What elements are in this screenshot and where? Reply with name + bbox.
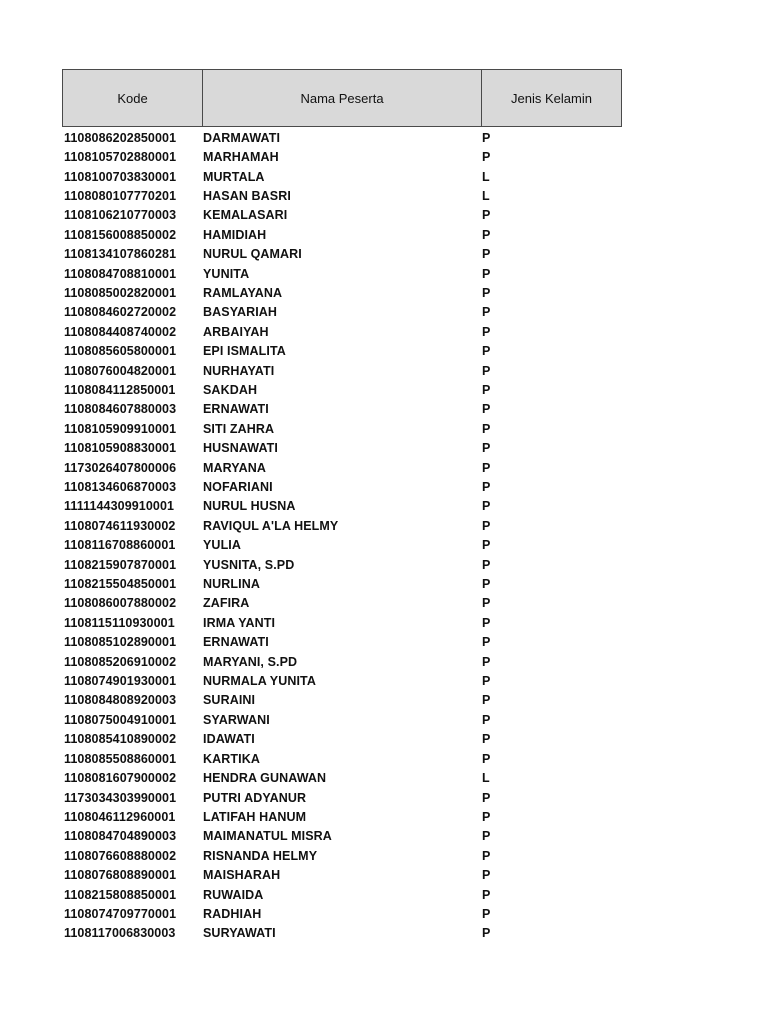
cell-jenis-kelamin: L <box>482 771 490 786</box>
cell-kode: 1108084602720002 <box>64 305 177 320</box>
cell-nama-peserta: YUNITA <box>203 266 250 281</box>
cell-jenis-kelamin: P <box>482 557 491 572</box>
table-row <box>62 380 622 399</box>
cell-nama-peserta: KEMALASARI <box>203 208 288 223</box>
cell-nama-peserta: MURTALA <box>203 169 265 184</box>
cell-jenis-kelamin: P <box>482 150 491 165</box>
table-row <box>62 303 622 322</box>
cell-jenis-kelamin: P <box>482 538 491 553</box>
cell-jenis-kelamin: P <box>482 693 491 708</box>
cell-jenis-kelamin: P <box>482 868 491 883</box>
table-row <box>62 807 622 826</box>
table-row <box>62 730 622 749</box>
cell-jenis-kelamin: P <box>482 130 491 145</box>
cell-nama-peserta: NURUL QAMARI <box>203 247 302 262</box>
cell-nama-peserta: HAMIDIAH <box>203 227 267 242</box>
cell-kode: 1108085206910002 <box>64 654 177 669</box>
table-row <box>62 458 622 477</box>
cell-kode: 1108074709770001 <box>64 906 177 921</box>
table-row <box>62 167 622 186</box>
cell-nama-peserta: RUWAIDA <box>203 887 264 902</box>
cell-jenis-kelamin: P <box>482 887 491 902</box>
cell-kode: 1108116708860001 <box>64 538 176 553</box>
table-row <box>62 497 622 516</box>
cell-jenis-kelamin: P <box>482 926 491 941</box>
table-row <box>62 555 622 574</box>
participant-table <box>62 69 622 943</box>
cell-kode: 1108080107770201 <box>64 188 177 203</box>
table-row <box>62 264 622 283</box>
cell-jenis-kelamin: L <box>482 169 490 184</box>
table-row <box>62 671 622 690</box>
cell-kode: 1108074901930001 <box>64 674 177 689</box>
table-row <box>62 419 622 438</box>
table-row <box>62 633 622 652</box>
cell-kode: 1108100703830001 <box>64 169 177 184</box>
cell-nama-peserta: MARYANI, S.PD <box>203 654 298 669</box>
cell-nama-peserta: MAIMANATUL MISRA <box>203 829 332 844</box>
table-row <box>62 594 622 613</box>
cell-jenis-kelamin: P <box>482 615 491 630</box>
cell-kode: 1108086007880002 <box>64 596 177 611</box>
cell-jenis-kelamin: P <box>482 635 491 650</box>
cell-nama-peserta: MARYANA <box>203 460 266 475</box>
cell-kode: 1173026407800006 <box>64 460 177 475</box>
cell-jenis-kelamin: P <box>482 499 491 514</box>
cell-nama-peserta: RAMLAYANA <box>203 285 283 300</box>
table-header <box>62 69 622 127</box>
cell-jenis-kelamin: P <box>482 460 491 475</box>
cell-nama-peserta: ARBAIYAH <box>203 324 269 339</box>
cell-nama-peserta: HASAN BASRI <box>203 188 291 203</box>
cell-nama-peserta: HUSNAWATI <box>203 441 278 456</box>
table-row <box>62 904 622 923</box>
cell-nama-peserta: NURUL HUSNA <box>203 499 296 514</box>
cell-nama-peserta: YUSNITA, S.PD <box>203 557 295 572</box>
cell-kode: 1108084704890003 <box>64 829 177 844</box>
cell-nama-peserta: IDAWATI <box>203 732 255 747</box>
cell-nama-peserta: KARTIKA <box>203 751 260 766</box>
cell-kode: 1108156008850002 <box>64 227 177 242</box>
table-row <box>62 147 622 166</box>
table-row <box>62 710 622 729</box>
table-row <box>62 516 622 535</box>
cell-nama-peserta: SURYAWATI <box>203 926 276 941</box>
cell-jenis-kelamin: P <box>482 344 491 359</box>
cell-kode: 1108215808850001 <box>64 887 177 902</box>
cell-jenis-kelamin: P <box>482 906 491 921</box>
cell-jenis-kelamin: P <box>482 363 491 378</box>
table-row <box>62 322 622 341</box>
table-row <box>62 128 622 147</box>
cell-nama-peserta: SAKDAH <box>203 382 258 397</box>
table-row <box>62 186 622 205</box>
cell-jenis-kelamin: P <box>482 712 491 727</box>
cell-kode: 1108075004910001 <box>64 712 177 727</box>
cell-kode: 1108117006830003 <box>64 926 176 941</box>
cell-kode: 1108076608880002 <box>64 848 177 863</box>
cell-jenis-kelamin: P <box>482 732 491 747</box>
cell-nama-peserta: ZAFIRA <box>203 596 250 611</box>
table-row <box>62 206 622 225</box>
cell-nama-peserta: SURAINI <box>203 693 256 708</box>
table-row <box>62 846 622 865</box>
cell-nama-peserta: NOFARIANI <box>203 480 273 495</box>
cell-nama-peserta: NURHAYATI <box>203 363 275 378</box>
table-row <box>62 652 622 671</box>
cell-kode: 1108084408740002 <box>64 324 177 339</box>
header-nama-peserta: Nama Peserta <box>203 70 482 126</box>
cell-jenis-kelamin: L <box>482 188 490 203</box>
cell-jenis-kelamin: P <box>482 790 491 805</box>
cell-jenis-kelamin: P <box>482 208 491 223</box>
cell-jenis-kelamin: P <box>482 421 491 436</box>
cell-nama-peserta: SITI ZAHRA <box>203 421 275 436</box>
cell-jenis-kelamin: P <box>482 382 491 397</box>
table-row <box>62 749 622 768</box>
table-row <box>62 885 622 904</box>
cell-kode: 1108084112850001 <box>64 382 176 397</box>
cell-jenis-kelamin: P <box>482 596 491 611</box>
cell-jenis-kelamin: P <box>482 848 491 863</box>
cell-kode: 1108081607900002 <box>64 771 177 786</box>
cell-jenis-kelamin: P <box>482 324 491 339</box>
cell-jenis-kelamin: P <box>482 305 491 320</box>
cell-kode: 1108046112960001 <box>64 809 176 824</box>
table-row <box>62 341 622 360</box>
table-row <box>62 865 622 884</box>
cell-nama-peserta: ERNAWATI <box>203 635 269 650</box>
cell-jenis-kelamin: P <box>482 654 491 669</box>
cell-kode: 1108115110930001 <box>64 615 175 630</box>
table-row <box>62 225 622 244</box>
cell-kode: 1108076004820001 <box>64 363 177 378</box>
cell-nama-peserta: IRMA YANTI <box>203 615 276 630</box>
cell-jenis-kelamin: P <box>482 480 491 495</box>
cell-kode: 1108105908830001 <box>64 441 177 456</box>
header-kode: Kode <box>63 70 203 126</box>
cell-jenis-kelamin: P <box>482 441 491 456</box>
table-row <box>62 283 622 302</box>
cell-jenis-kelamin: P <box>482 402 491 417</box>
cell-kode: 1108084607880003 <box>64 402 177 417</box>
cell-kode: 1108086202850001 <box>64 130 177 145</box>
cell-nama-peserta: YULIA <box>203 538 241 553</box>
cell-nama-peserta: EPI ISMALITA <box>203 344 286 359</box>
cell-jenis-kelamin: P <box>482 285 491 300</box>
cell-kode: 1108085002820001 <box>64 285 177 300</box>
cell-kode: 1108134107860281 <box>64 247 177 262</box>
cell-jenis-kelamin: P <box>482 266 491 281</box>
cell-kode: 1173034303990001 <box>64 790 177 805</box>
cell-kode: 1108215504850001 <box>64 577 177 592</box>
cell-jenis-kelamin: P <box>482 809 491 824</box>
table-row <box>62 439 622 458</box>
cell-kode: 1108084708810001 <box>64 266 177 281</box>
table-row <box>62 691 622 710</box>
cell-nama-peserta: RISNANDA HELMY <box>203 848 318 863</box>
table-row <box>62 536 622 555</box>
cell-kode: 1108105702880001 <box>64 150 177 165</box>
cell-kode: 1108105909910001 <box>64 421 177 436</box>
cell-kode: 1108085102890001 <box>64 635 177 650</box>
header-jenis-kelamin: Jenis Kelamin <box>511 90 592 106</box>
table-row <box>62 613 622 632</box>
table-row <box>62 827 622 846</box>
cell-kode: 1108134606870003 <box>64 480 177 495</box>
cell-nama-peserta: MARHAMAH <box>203 150 279 165</box>
cell-kode: 1108085410890002 <box>64 732 177 747</box>
cell-kode: 1108076808890001 <box>64 868 177 883</box>
cell-jenis-kelamin: P <box>482 247 491 262</box>
cell-kode: 1108215907870001 <box>64 557 177 572</box>
table-row <box>62 477 622 496</box>
table-row <box>62 574 622 593</box>
cell-nama-peserta: PUTRI ADYANUR <box>203 790 307 805</box>
cell-jenis-kelamin: P <box>482 577 491 592</box>
cell-nama-peserta: ERNAWATI <box>203 402 269 417</box>
cell-kode: 1108074611930002 <box>64 518 176 533</box>
table-row <box>62 788 622 807</box>
cell-nama-peserta: NURMALA YUNITA <box>203 674 316 689</box>
cell-jenis-kelamin: P <box>482 829 491 844</box>
cell-nama-peserta: DARMAWATI <box>203 130 281 145</box>
cell-nama-peserta: MAISHARAH <box>203 868 281 883</box>
cell-jenis-kelamin: P <box>482 751 491 766</box>
cell-nama-peserta: RAVIQUL A'LA HELMY <box>203 518 339 533</box>
cell-kode: 1108106210770003 <box>64 208 177 223</box>
table-row <box>62 244 622 263</box>
cell-kode: 1108085508860001 <box>64 751 177 766</box>
cell-nama-peserta: NURLINA <box>203 577 260 592</box>
cell-nama-peserta: SYARWANI <box>203 712 270 727</box>
cell-nama-peserta: HENDRA GUNAWAN <box>203 771 327 786</box>
cell-nama-peserta: BASYARIAH <box>203 305 278 320</box>
cell-nama-peserta: LATIFAH HANUM <box>203 809 307 824</box>
cell-nama-peserta: RADHIAH <box>203 906 262 921</box>
cell-kode: 1108084808920003 <box>64 693 177 708</box>
cell-jenis-kelamin: P <box>482 518 491 533</box>
table-body <box>62 128 622 943</box>
table-row <box>62 400 622 419</box>
cell-jenis-kelamin: P <box>482 227 491 242</box>
table-row <box>62 361 622 380</box>
cell-kode: 1108085605800001 <box>64 344 177 359</box>
cell-kode: 1111144309910001 <box>64 499 175 514</box>
table-row <box>62 924 622 943</box>
cell-jenis-kelamin: P <box>482 674 491 689</box>
table-row <box>62 768 622 787</box>
